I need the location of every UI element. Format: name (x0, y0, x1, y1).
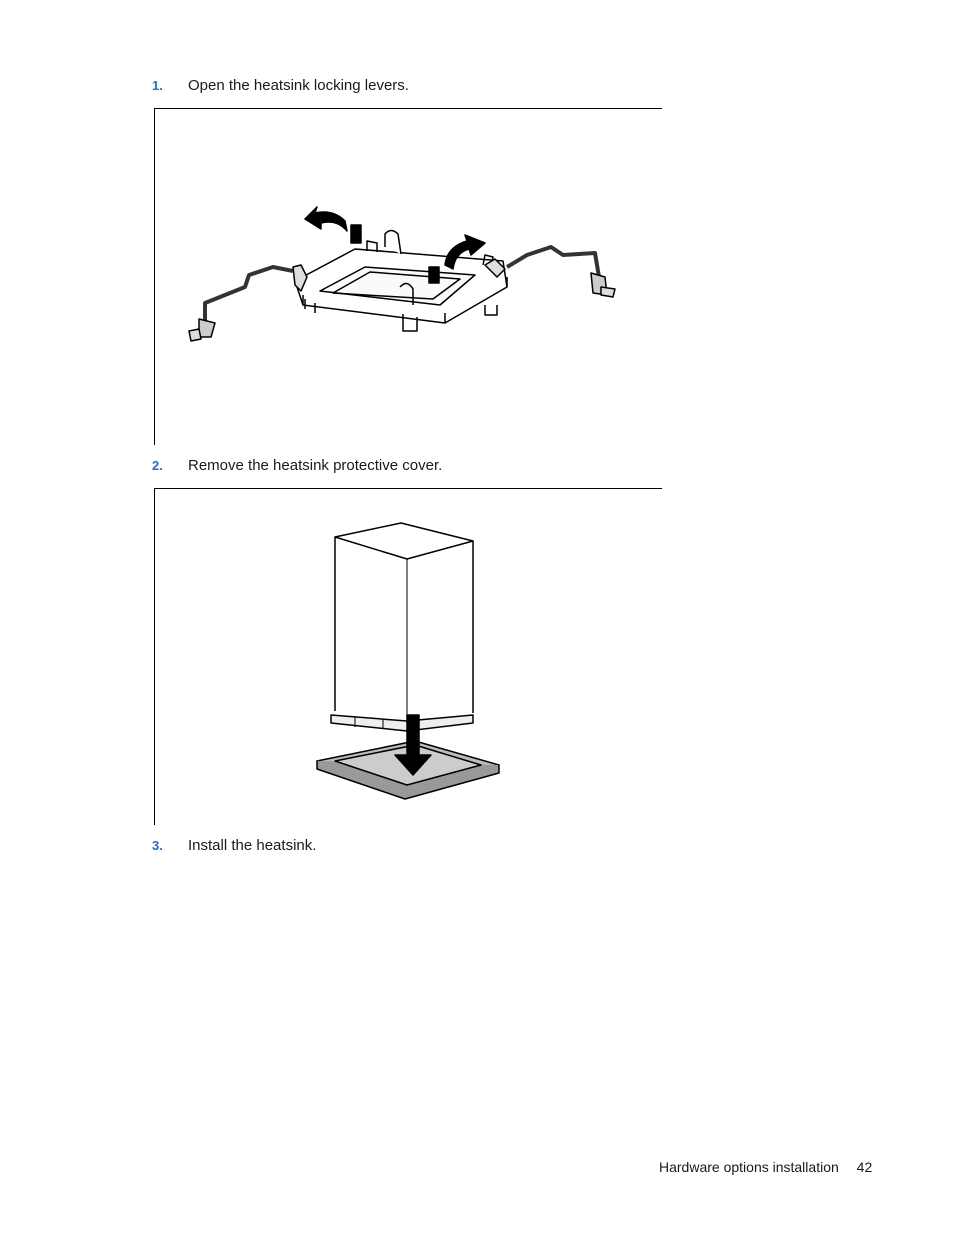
heatsink-cover-illustration (155, 489, 662, 825)
step-text: Install the heatsink. (188, 837, 317, 854)
figure-open-levers (154, 108, 662, 445)
page-footer (659, 1159, 872, 1175)
step-number: 1. (152, 78, 163, 93)
step-number: 3. (152, 838, 163, 853)
step-text: Remove the heatsink protective cover. (188, 457, 443, 474)
page-number: 42 (856, 1159, 873, 1175)
footer-section-title: Hardware options installation (659, 1159, 839, 1175)
heatsink-socket-levers-illustration (155, 109, 662, 445)
figure-remove-cover (154, 488, 662, 825)
step-number: 2. (152, 458, 163, 473)
step-text: Open the heatsink locking levers. (188, 77, 409, 94)
